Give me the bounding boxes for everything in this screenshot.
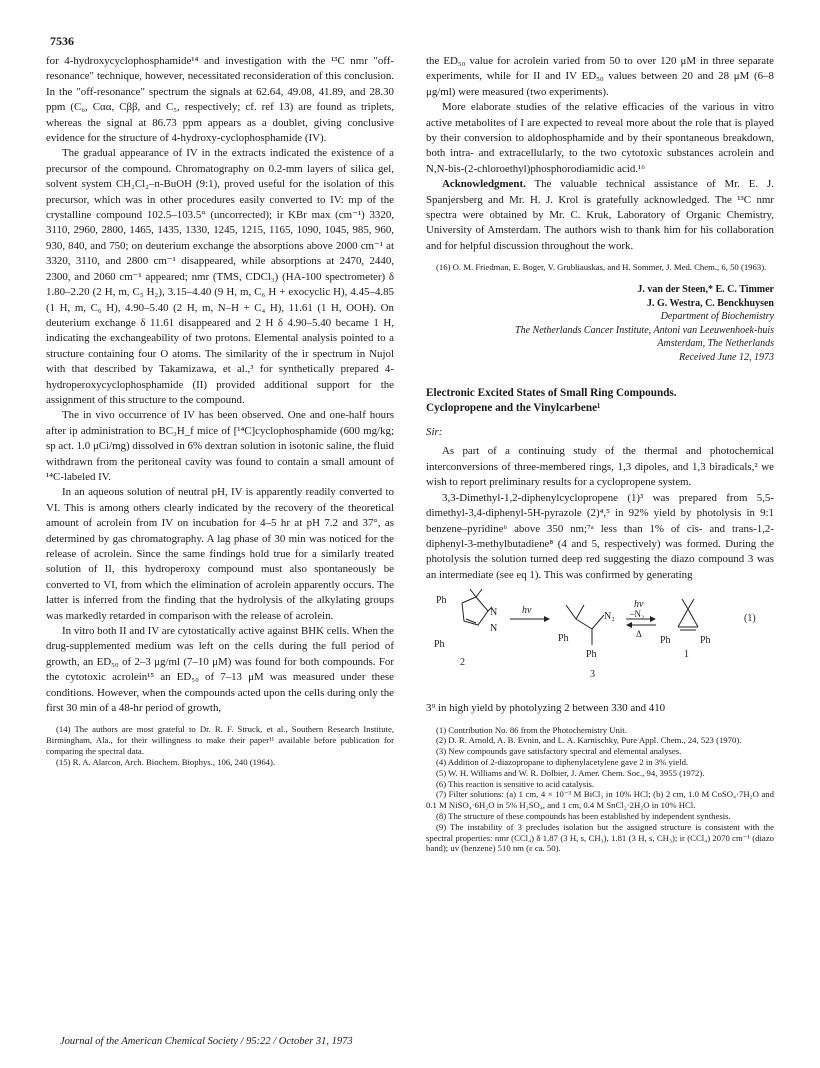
eq-ph-2: Ph xyxy=(434,639,445,651)
journal-footer: Journal of the American Chemical Society / 95:22 / October 31, 1973 xyxy=(60,1036,353,1047)
acknowledgment-text: The valuable technical assistance of Mr. E. J. Spanjersberg and Mr. H. J. Krol is gratefully acknowledged. The ¹³C nmr spectra were obtained by Mr. C. Kruk, Laboratory of Organic Chemistry, University of Amsterdam. The authors wish to thank him for his collaboration and for helpful discussion throughout the work. xyxy=(426,178,774,252)
author-department: Department of Biochemistry xyxy=(660,311,774,323)
footnote: (15) R. A. Alarcon, Arch. Biochem. Biophys., 106, 240 (1964). xyxy=(56,756,276,767)
body-paragraph: 3,3-Dimethyl-1,2-diphenylcyclopropene (1)³ was prepared from 5,5-dimethyl-3,4-diphenyl-5H-pyrazole (2)⁴,⁵ in 92% yield by photolysis in 9:1 benzene–pyridine⁶ above 350 nm;⁷ᵃ less than 1% of cis- and trans-1,2-diphenyl-3-methylbutadiene⁸ (4 and 5, respectively) was formed. During the photolysis the solution turned deep red suggesting the diazo compound 3 was an intermediate (see eq 1). This was confirmed by generating xyxy=(426,491,774,581)
reaction-equation xyxy=(426,585,774,697)
label-3: 3 xyxy=(590,669,595,681)
eq-label: (1) xyxy=(744,613,756,625)
article-title-line: Cyclopropene and the Vinylcarbene¹ xyxy=(426,401,601,414)
article-title-line: Electronic Excited States of Small Ring Compounds. xyxy=(426,387,677,400)
author-names: J. van der Steen,* E. C. Timmer xyxy=(637,284,774,296)
footnote: (5) W. H. Williams and W. R. Dolbier, J. Amer. Chem. Soc., 94, 3955 (1972). xyxy=(436,767,705,778)
eq-delta: Δ xyxy=(636,629,642,640)
author-names-2: J. G. Westra, C. Benckhuysen xyxy=(646,297,774,309)
footnote: (1) Contribution No. 86 from the Photochemistry Unit. xyxy=(436,724,627,735)
body-paragraph: The in vivo occurrence of IV has been observed. One and one-half hours after ip administration to BC₃H_f mice of [¹⁴C]cyclophosphamide (600 mg/kg; sp act. 1.0 μCi/mg) dissolved in 6% dextran solution in isotonic saline, the fluid withdrawn from the peritoneal cavity was found to contain a small amount of ¹⁴C-labeled IV. xyxy=(46,409,394,483)
author-block xyxy=(426,283,774,364)
footnote: (3) New compounds gave satisfactory spectral and elemental analyses. xyxy=(436,746,682,757)
article-title xyxy=(426,386,774,415)
structure-2 xyxy=(462,589,492,625)
body-paragraph: As part of a continuing study of the thermal and photochemical interconversions of three-membered rings, 1,3 dipoles, and 1,3 biradicals,² we wish to report preliminary results for a cyclopropene system. xyxy=(426,445,774,489)
acknowledgment-heading: Acknowledgment. xyxy=(442,178,526,191)
eq-n-1: N xyxy=(490,607,498,619)
footnotes-right xyxy=(426,725,774,855)
body-paragraph: More elaborate studies of the relative efficacies of the various in vitro active metabolites of I are expected to reveal more about the role that is played by their conversion to aldophosphamide and by their spontaneous breakdown, both intra- and extracellularly, to the two cytotoxic substances acrolein and N,N-bis-(2-chloroethyl)phosphorodiamidic acid.¹⁶ xyxy=(426,101,774,175)
eq-n2: N₂ xyxy=(604,611,615,623)
footnote-16 xyxy=(426,262,774,273)
salutation: Sir: xyxy=(426,426,443,439)
footnote: (14) The authors are most grateful to Dr. R. F. Struck, et al., Southern Research Institute, Birmingham, Ala., for their willingness to make their paper¹¹ available before publication for comparing the spectral data. xyxy=(46,724,394,757)
body-paragraph: the ED₅₀ value for acrolein varied from 50 to over 120 μM in three separate experiments, while for II and IV ED₅₀ values between 20 and 28 μM (6–8 μg/ml) were measured (two experiments). xyxy=(426,55,774,98)
label-1: 1 xyxy=(684,649,689,661)
eq-ph-4: Ph xyxy=(586,649,597,661)
footnote: (2) D. R. Arnold, A. B. Evnin, and L. A. Karnischky, Pure Appl. Chem., 24, 523 (1970). xyxy=(436,735,742,746)
page-number: 7536 xyxy=(50,34,74,48)
footnote: (8) The structure of these compounds has been established by independent synthesis. xyxy=(436,810,731,821)
body-paragraph: The gradual appearance of IV in the extracts indicated the existence of a precursor of the compound. Chromatography on 0.2-mm layers of silica gel, solvent system CH₂Cl₂–n-BuOH (9:1), proved useful for the isolation of this precursor, which was in other procedures easily converted to IV: mp of the crystalline compound 102.5–103.5° (uncorrected); ir KBr max (cm⁻¹) 3320, 3110, 2960, 2800, 1465, 1435, 1330, 1245, 1215, 1165, 1090, 1045, 985, 960, 930, 840, and 750; on deuterium exchange the absorptions above 2000 cm⁻¹ at 3320, 3110, and 2800 cm⁻¹ disappeared, while absorptions at 2470, 2440, 2300, and 2060 cm⁻¹ appeared; nmr (TMS, CDCl₃) (HA-100 spectrometer) δ 1.80–2.20 (2 H, m, C₅ H₂), 3.15–4.40 (9 H, m, C₆ H + exocyclic H), 4.45–4.85 (1 H, m, C₆ H), 4.90–5.40 (2 H, m, N–H + C₄ H), 11.61 (1 H, OOH). On deuterium exchange δ 11.61 disappeared and 2 H δ 4.90–5.40 became 1 H, indicating the exchangeability of two protons. Elemental analysis pointed to a structure containing four O atoms. The similarity of the ir spectrum in Nujol with that described by Takamizawa, et al.,³ for synthetically prepared 4-hydroperoxycyclophosphamide (II) provided additional support for the assignment of this structure to the compound. xyxy=(46,147,394,406)
footnote: (9) The instability of 3 precludes isolation but the assigned structure is consistent with the spectral properties: nmr (CCl₄) δ 1.87 (3 H, s, CH₃), 1.81 (3 H, s, CH₃); ir (CCl₄) 2070 cm⁻¹ (diazo band); uv (benzene) 510 nm (ε ca. 50). xyxy=(426,821,774,854)
acknowledgment-paragraph xyxy=(426,177,774,254)
body-paragraph: 3⁹ in high yield by photolyzing 2 between 330 and 410 xyxy=(426,702,666,715)
left-column xyxy=(46,54,394,768)
structure-3 xyxy=(566,605,604,645)
footnotes-left xyxy=(46,724,394,767)
received-date: Received June 12, 1973 xyxy=(679,351,774,363)
footnote: (4) Addition of 2-diazopropane to diphenylacetylene gave 2 in 3% yield. xyxy=(436,756,689,767)
footnote: (7) Filter solutions: (a) 1 cm, 4 × 10⁻³ M BiCl₃ in 10% HCl; (b) 2 cm, 1.0 M CoSO₄·7H₂O and 0.1 M NiSO₄·6H₂O in 5% H₂SO₄, and 1 cm, 0.4 M SnCl₂·2H₂O in 10% HCl. xyxy=(426,789,774,811)
author-city: Amsterdam, The Netherlands xyxy=(657,338,774,350)
body-paragraph: In an aqueous solution of neutral pH, IV is apparently readily converted to VI. This is among others clearly indicated by the recovery of the theoretical amount of acrolein from IV on incubation for 4–5 hr at pH 7.2 and 37°, as determined by gas chromatography. A lag phase of 30 min was noticed for the release of acrolein. Since the same findings hold true for a similarly treated solution of II, this hydroperoxy compound must also spontaneously be converted to VI, from which the elimination of acrolein apparently occurs. The latter is inferred from the finding that the hydrolysis of the alkylating groups was markedly retarded in comparison with the release of acrolein. xyxy=(46,486,394,622)
footnote: (6) This reaction is sensitive to acid catalysis. xyxy=(436,778,595,789)
eq-minus-n2: –N₂ xyxy=(630,609,645,620)
eq-ph-3: Ph xyxy=(558,633,569,645)
body-paragraph: In vitro both II and IV are cytostatically active against BHK cells. When the drug-supplemented medium was left on the cells during the full period of growth, an ED₅₀ of 2–3 μg/ml (7–10 μM) was found for both compounds. For the cytotoxic acrolein¹⁵ an ED₅₀ of 7–13 μM was measured under these conditions. However, when the compounds acted upon the cells during only the first 30 min of a 48-hr period of growth, xyxy=(46,625,394,715)
author-institute: The Netherlands Cancer Institute, Antoni van Leeuwenhoek-huis xyxy=(515,324,774,336)
label-2: 2 xyxy=(460,657,465,669)
body-paragraph: for 4-hydroxycyclophosphamide¹⁴ and investigation with the ¹³C nmr "off-resonance" technique, however, necessitated reconsideration of this conclusion. In the "off-resonance" spectrum the signals at 62.64, 49.08, 41.89, and 28.30 ppm (C₆, Cαα, Cββ, and C₅, respectively; cf. ref 13) are found as triplets, whereas the signal at 86.73 ppm appears as a doublet, giving conclusive evidence for the structure of 4-hydroxy-cyclophosphamide (IV). xyxy=(46,55,394,145)
eq-hv-1: hν xyxy=(522,605,532,617)
eq-hv-2: hν xyxy=(634,599,644,611)
eq-n-2: N xyxy=(490,623,498,635)
structure-1 xyxy=(678,599,698,630)
right-column xyxy=(426,54,774,854)
eq-ph-5: Ph xyxy=(660,635,671,647)
eq-ph-1: Ph xyxy=(436,595,447,607)
eq-ph-6: Ph xyxy=(700,635,711,647)
footnote: (16) O. M. Friedman, E. Boger, V. Grubliauskas, and H. Sommer, J. Med. Chem., 6, 50 (1963). xyxy=(436,262,767,273)
